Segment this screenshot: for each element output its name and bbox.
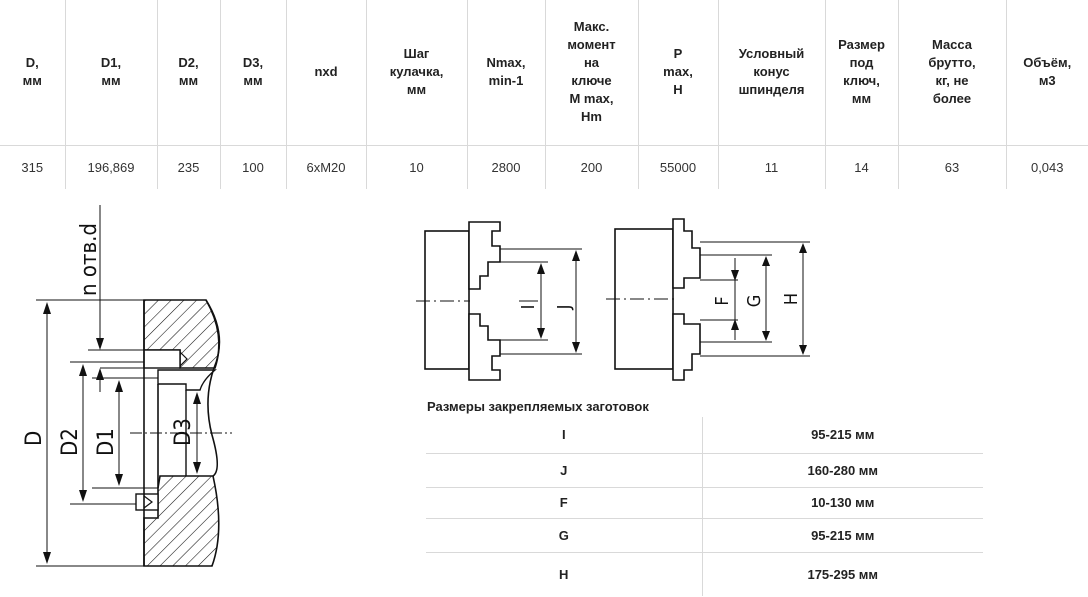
- hole-note-label: n отв.d: [77, 223, 102, 296]
- spec-header-line: мм: [406, 82, 427, 98]
- spec-table: [0, 0, 1088, 189]
- spec-header-line: более: [932, 91, 972, 107]
- spec-header-line: шпинделя: [738, 82, 805, 98]
- workpiece-range-cell: 160-280 мм: [702, 453, 983, 487]
- workpiece-row: [426, 417, 983, 453]
- workpiece-row: [426, 453, 983, 487]
- spec-header-line: Масса: [931, 37, 973, 53]
- spec-header-line: D,: [25, 55, 39, 71]
- spec-header-line: момент: [567, 37, 616, 53]
- spec-header-line: D1,: [100, 55, 122, 71]
- spec-header-cell: [467, 0, 545, 145]
- workpiece-range-cell: 175-295 мм: [807, 566, 879, 582]
- spec-value-cell: 196,869: [65, 145, 157, 189]
- workpiece-range-cell: 95-215 мм: [702, 417, 983, 453]
- spec-header-cell: [1006, 0, 1088, 145]
- spec-header-cell: [366, 0, 467, 145]
- workpiece-dim-cell: I: [426, 417, 702, 453]
- spec-header-cell: [718, 0, 825, 145]
- spec-value-cell: 315: [0, 145, 65, 189]
- j-label: J: [554, 304, 575, 310]
- spec-value-cell: 2800: [467, 145, 545, 189]
- spec-header-cell: [825, 0, 898, 145]
- spec-header-cell: [638, 0, 718, 145]
- spec-value-cell: 100: [220, 145, 286, 189]
- spec-header-line: ключе: [571, 73, 612, 89]
- i-label: I: [518, 304, 539, 310]
- spec-value-cell: 14: [825, 145, 898, 189]
- spec-header-line: min-1: [488, 73, 524, 89]
- spec-header-cell: [0, 0, 65, 145]
- g-label: G: [744, 294, 765, 308]
- spec-header-line: под: [849, 55, 874, 71]
- spec-header-line: H: [673, 82, 683, 98]
- spec-header-line: мм: [178, 73, 199, 89]
- d3-label: D3: [171, 418, 196, 446]
- workpiece-dim-cell: H: [426, 552, 702, 596]
- spec-value-cell: 200: [545, 145, 638, 189]
- workpiece-row: [426, 518, 983, 552]
- spec-value-cell: 235: [157, 145, 220, 189]
- spec-header-cell: [220, 0, 286, 145]
- workpiece-range-cell: 95-215 мм: [702, 518, 983, 552]
- spec-header-cell: [157, 0, 220, 145]
- workpiece-row: [426, 552, 983, 596]
- spec-header-line: Макс.: [573, 19, 610, 35]
- spec-header-line: брутто,: [928, 55, 976, 71]
- spec-header-line: D2,: [178, 55, 199, 71]
- spec-header-line: ключ,: [843, 73, 880, 89]
- chuck-section-drawing: [0, 190, 250, 597]
- workpiece-range-cell: 10-130 мм: [702, 487, 983, 518]
- spec-header-line: Шаг: [403, 46, 430, 62]
- workpiece-table: [426, 417, 983, 596]
- spec-header-line: M max,: [569, 91, 614, 107]
- d1-label: D1: [94, 428, 119, 456]
- h-label: H: [781, 292, 802, 306]
- spec-header-line: Hm: [581, 109, 602, 125]
- spec-header-line: кулачка,: [389, 64, 444, 80]
- spec-header-line: на: [583, 55, 600, 71]
- spec-header-line: Объём,: [1023, 55, 1072, 71]
- spec-header-line: max,: [663, 64, 693, 80]
- jaw-drawings: [410, 212, 820, 384]
- spec-header-cell: [898, 0, 1006, 145]
- workpiece-dim-cell: F: [426, 487, 702, 518]
- workpiece-dim-cell: J: [426, 453, 702, 487]
- d2-label: D2: [58, 428, 83, 456]
- spec-header-line: мм: [243, 73, 263, 89]
- spec-header-line: мм: [22, 73, 42, 89]
- spec-header-line: конус: [753, 64, 790, 80]
- spec-value-cell: 63: [898, 145, 1006, 189]
- d-label: D: [22, 430, 47, 446]
- spec-header-line: мм: [851, 91, 872, 107]
- spec-value-cell: 11: [718, 145, 825, 189]
- spec-header-cell: [545, 0, 638, 145]
- spec-header-line: м3: [1038, 73, 1056, 89]
- spec-value-cell: 6xM20: [286, 145, 366, 189]
- f-label: F: [712, 296, 733, 306]
- spec-header-cell: [286, 0, 366, 145]
- spec-header-line: P: [673, 46, 683, 62]
- workpiece-dim-cell: G: [426, 518, 702, 552]
- spec-header-line: D3,: [242, 55, 264, 71]
- spec-value-cell: 55000: [638, 145, 718, 189]
- spec-value-cell: 0,043: [1006, 145, 1088, 189]
- spec-value-cell: 10: [366, 145, 467, 189]
- spec-header-line: Размер: [838, 37, 885, 53]
- spec-header-line: мм: [101, 73, 121, 89]
- spec-header-cell: [65, 0, 157, 145]
- spec-header-line: Nmax,: [486, 55, 526, 71]
- workpiece-caption: Размеры закрепляемых заготовок: [427, 399, 649, 414]
- spec-data-row: [0, 145, 1088, 189]
- spec-header-line: Условный: [738, 46, 805, 62]
- spec-header-row: [0, 0, 1088, 145]
- workpiece-row: [426, 487, 983, 518]
- spec-header-line: nxd: [314, 64, 338, 80]
- spec-header-line: кг, не: [935, 73, 969, 89]
